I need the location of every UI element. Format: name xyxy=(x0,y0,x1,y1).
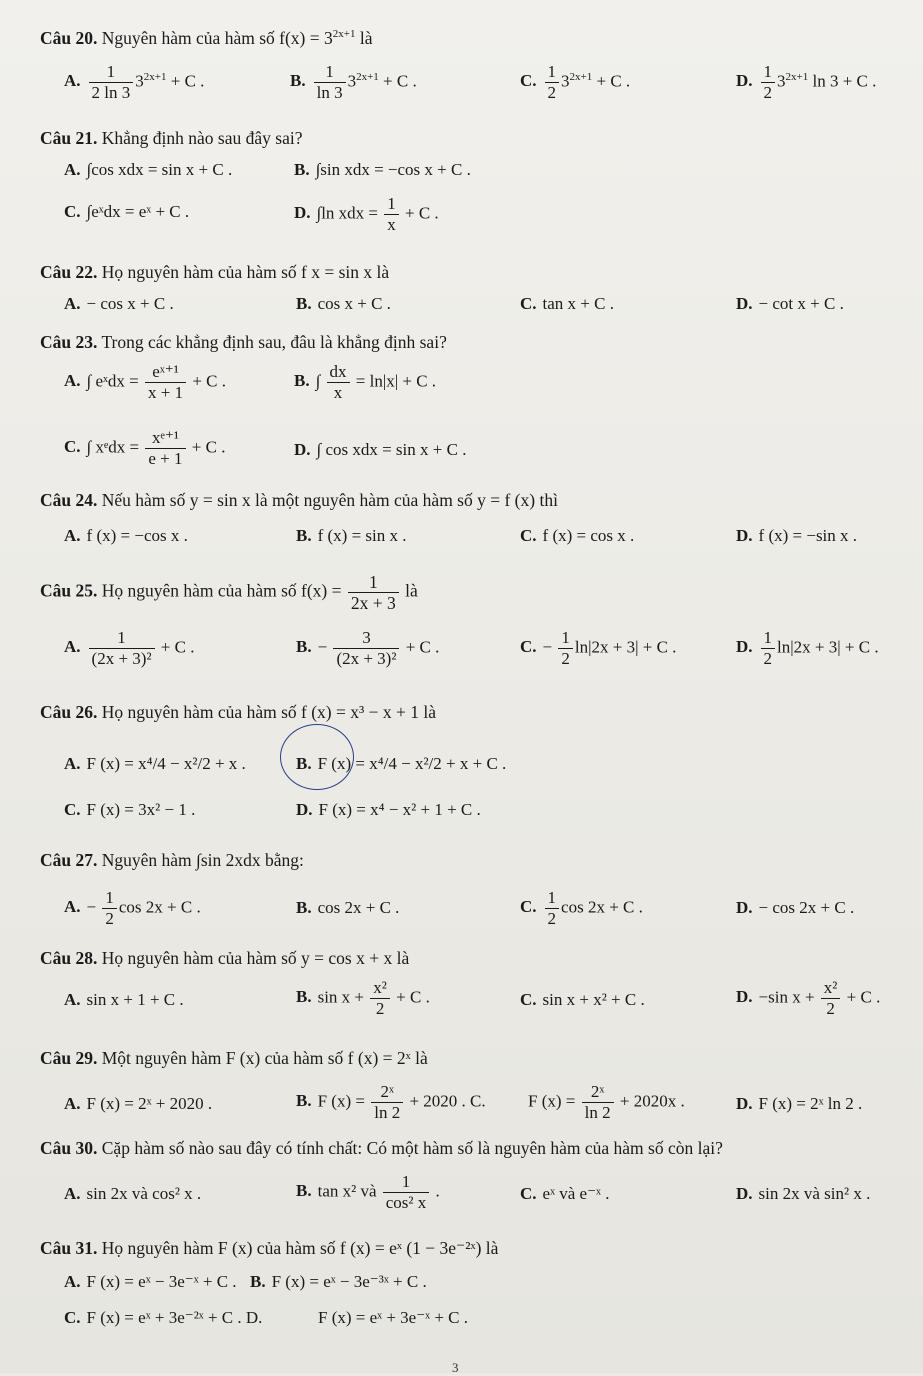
q31-option-c[interactable]: C. F (x) = eˣ + 3e⁻²ˣ + C . D. xyxy=(64,1308,263,1327)
q22-option-a[interactable]: A. − cos x + C . xyxy=(64,294,174,313)
q27-option-a[interactable]: A. − $\frac{1}{2}$ cos 2x + C . xyxy=(64,888,201,928)
q28-option-a[interactable]: A. sin x + 1 + C . xyxy=(64,990,184,1009)
q31-option-b[interactable]: B. F (x) = eˣ − 3e⁻³ˣ + C . xyxy=(250,1272,427,1291)
q25-option-a[interactable]: A. $\frac{1}{\text{(2x + 3)²}}$ + C . xyxy=(64,628,195,668)
q26-option-d[interactable]: D. F (x) = x⁴ − x² + 1 + C . xyxy=(296,800,481,819)
q24-option-b[interactable]: B. f (x) = sin x . xyxy=(296,526,407,545)
question-25: Câu 25. Họ nguyên hàm của hàm số f(x) = $\frac{1}{2x + 3}$ là xyxy=(40,572,418,613)
question-26: Câu 26. Họ nguyên hàm của hàm số f (x) = x³ − x + 1 là xyxy=(40,702,436,722)
q24-option-a[interactable]: A. f (x) = −cos x . xyxy=(64,526,188,545)
q27-option-b[interactable]: B. cos 2x + C . xyxy=(296,898,400,917)
question-28: Câu 28. Họ nguyên hàm của hàm số y = cos x + x là xyxy=(40,948,410,968)
q26-option-c[interactable]: C. F (x) = 3x² − 1 . xyxy=(64,800,196,819)
q25-option-b[interactable]: B. − $\frac{3}{\text{(2x + 3)²}}$ + C . xyxy=(296,628,440,668)
q25-option-d[interactable]: D. $\frac{1}{2}$ ln|2x + 3| + C . xyxy=(736,628,879,668)
q30-option-b[interactable]: B. tan x² và $\frac{1}{\text{cos² x}}$ . xyxy=(296,1172,440,1212)
q24-option-d[interactable]: D. f (x) = −sin x . xyxy=(736,526,858,545)
question-24: Câu 24. Nếu hàm số y = sin x là một nguyên hàm của hàm số y = f (x) thì xyxy=(40,490,558,510)
q20-option-c[interactable]: C. $\frac{1}{2}$ $3^{2x+1} + C$ . xyxy=(520,62,631,102)
question-31: Câu 31. Họ nguyên hàm F (x) của hàm số f (x) = eˣ (1 − 3e⁻²ˣ) là xyxy=(40,1238,499,1258)
q28-option-b[interactable]: B. sin x + $\frac{\text{x²}}{2}$ + C . xyxy=(296,978,430,1018)
question-27: Câu 27. Nguyên hàm ∫sin 2xdx bằng: xyxy=(40,850,304,870)
q30-option-c[interactable]: C. eˣ và e⁻ˣ . xyxy=(520,1184,610,1203)
q29-option-c[interactable]: F (x) = $\frac{\text{2ˣ}}{\ln 2}$ + 2020x . xyxy=(528,1082,685,1122)
q23-option-d[interactable]: D. ∫ cos xdx = sin x + C . xyxy=(294,440,467,459)
q20-option-d[interactable]: D. $\frac{1}{2}$ $3^{2x+1}$ ln 3 + C . xyxy=(736,62,877,102)
q21-option-c[interactable]: C. ∫eˣdx = eˣ + C . xyxy=(64,202,190,221)
q21-option-d[interactable]: D. ∫ln xdx = $\frac{1}{x}$ + C . xyxy=(294,194,439,234)
question-number: Câu 20. xyxy=(40,28,98,48)
q25-option-c[interactable]: C. − $\frac{1}{2}$ ln|2x + 3| + C . xyxy=(520,628,677,668)
q30-option-a[interactable]: A. sin 2x và cos² x . xyxy=(64,1184,202,1203)
q28-option-d[interactable]: D. −sin x + $\frac{\text{x²}}{2}$ + C . xyxy=(736,978,881,1018)
q23-option-c[interactable]: C. ∫ xᵉdx = $\frac{\text{xᵉ⁺¹}}{e + 1}$ + C . xyxy=(64,428,226,468)
question-20: Câu 20. Nguyên hàm của hàm số $f(x) = 3^{2x+1}$ là xyxy=(40,28,373,48)
q26-option-b[interactable]: B. F (x) = x⁴/4 − x²/2 + x + C . xyxy=(296,754,507,773)
q29-option-d[interactable]: D. F (x) = 2ˣ ln 2 . xyxy=(736,1094,863,1113)
q27-option-d[interactable]: D. − cos 2x + C . xyxy=(736,898,855,917)
q22-option-d[interactable]: D. − cot x + C . xyxy=(736,294,844,313)
q29-option-a[interactable]: A. F (x) = 2ˣ + 2020 . xyxy=(64,1094,213,1113)
q31-option-a[interactable]: A. F (x) = eˣ − 3e⁻ˣ + C . xyxy=(64,1272,237,1291)
question-29: Câu 29. Một nguyên hàm F (x) của hàm số f (x) = 2ˣ là xyxy=(40,1048,428,1068)
q22-option-c[interactable]: C. tan x + C . xyxy=(520,294,614,313)
q30-option-d[interactable]: D. sin 2x và sin² x . xyxy=(736,1184,871,1203)
q20-option-b[interactable]: B. $\frac{1}{\ln 3}$ $3^{2x+1} + C$ . xyxy=(290,62,417,102)
question-30: Câu 30. Cặp hàm số nào sau đây có tính chất: Có một hàm số là nguyên hàm của hàm số còn lại? xyxy=(40,1138,723,1158)
question-22: Câu 22. Họ nguyên hàm của hàm số f x = sin x là xyxy=(40,262,390,282)
question-23: Câu 23. Trong các khẳng định sau, đâu là khẳng định sai? xyxy=(40,332,447,352)
question-21: Câu 21. Khẳng định nào sau đây sai? xyxy=(40,128,303,148)
page-number: 3 xyxy=(452,1360,459,1375)
q22-option-b[interactable]: B. cos x + C . xyxy=(296,294,391,313)
q21-option-b[interactable]: B. ∫sin xdx = −cos x + C . xyxy=(294,160,471,179)
q29-option-b[interactable]: B. F (x) = $\frac{\text{2ˣ}}{\ln 2}$ + 2020 . C. xyxy=(296,1082,486,1122)
q23-option-a[interactable]: A. ∫ eˣdx = $\frac{\text{eˣ⁺¹}}{x + 1}$ + C . xyxy=(64,362,227,402)
q28-option-c[interactable]: C. sin x + x² + C . xyxy=(520,990,645,1009)
q26-option-a[interactable]: A. F (x) = x⁴/4 − x²/2 + x . xyxy=(64,754,246,773)
q23-option-b[interactable]: B. ∫ $\frac{dx}{x}$ = ln|x| + C . xyxy=(294,362,437,402)
q20-option-a[interactable]: A. $\frac{1}{2 \ln 3}$ $3^{2x+1} + C$ . xyxy=(64,62,205,102)
q27-option-c[interactable]: C. $\frac{1}{2}$ cos 2x + C . xyxy=(520,888,643,928)
q21-option-a[interactable]: A. ∫cos xdx = sin x + C . xyxy=(64,160,233,179)
q24-option-c[interactable]: C. f (x) = cos x . xyxy=(520,526,635,545)
q31-option-d[interactable]: F (x) = eˣ + 3e⁻ˣ + C . xyxy=(318,1308,469,1327)
